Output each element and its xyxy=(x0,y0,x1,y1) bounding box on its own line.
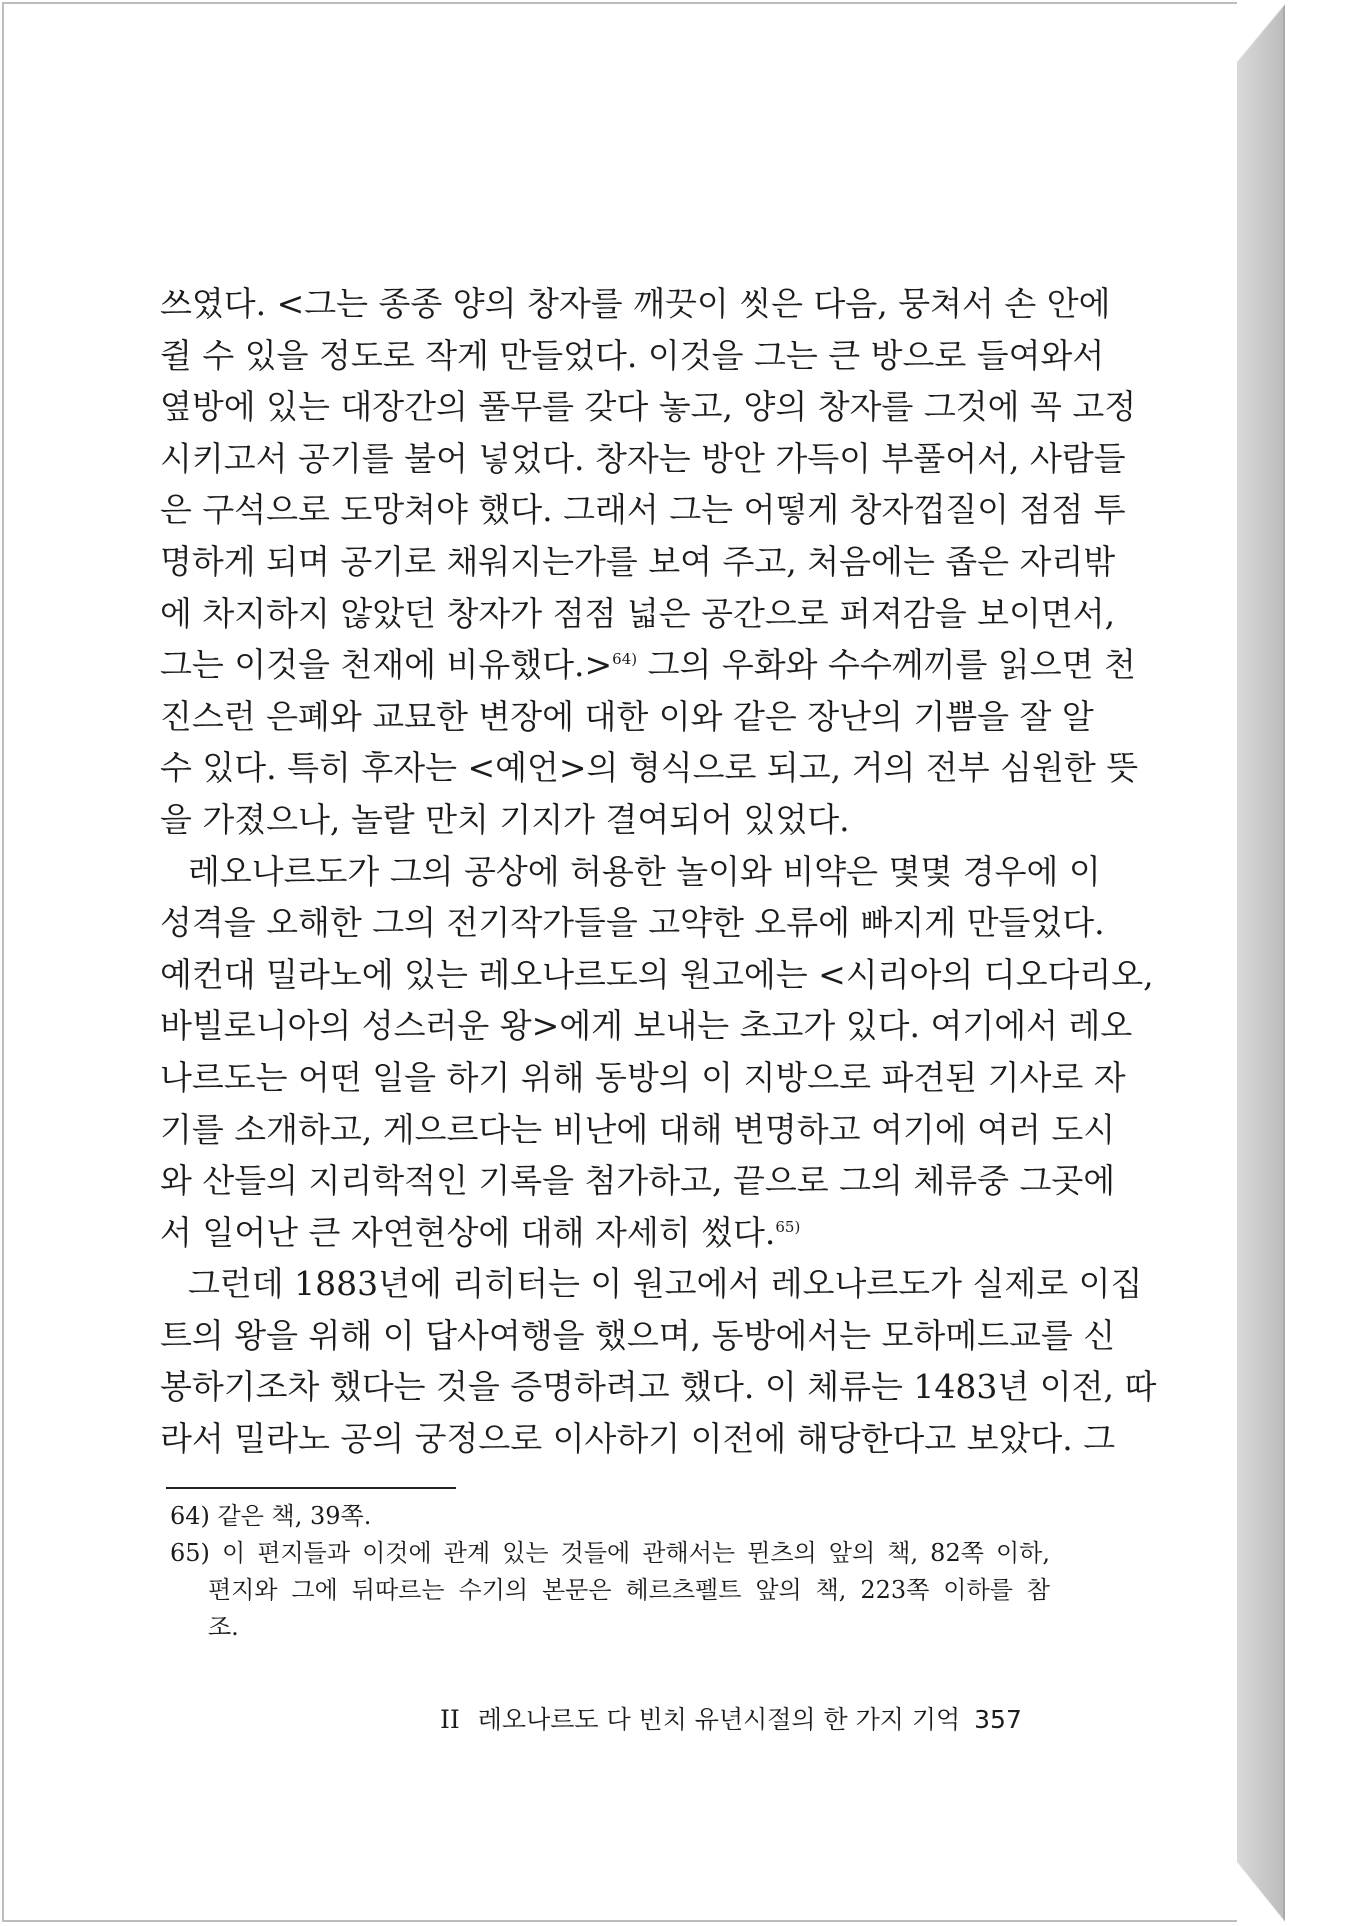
text-line: 쓰였다. <그는 종종 양의 창자를 깨끗이 씻은 다음, 뭉쳐서 손 안에 xyxy=(160,284,1111,323)
text-line xyxy=(160,639,1136,691)
footnote-divider xyxy=(166,1487,456,1489)
footnote-65-end: 조. xyxy=(208,1613,239,1641)
footnote-65-cont: 편지와 그에 뒤따르는 수기의 본문은 헤르츠펠트 앞의 책, 223쪽 이하를 참 xyxy=(208,1576,1050,1604)
text-line: 시키고서 공기를 불어 넣었다. 창자는 방안 가득이 부풀어서, 사람들 xyxy=(160,438,1126,478)
text-line: 와 산들의 지리학적인 기록을 첨가하고, 끝으로 그의 체류중 그곳에 xyxy=(160,1161,1116,1201)
text-line: 쥘 수 있을 정도로 작게 만들었다. 이것을 그는 큰 방으로 들여와서 xyxy=(160,335,1105,375)
footnote-ref-64: 64) xyxy=(612,650,638,669)
page-number: 357 xyxy=(974,1705,1022,1734)
page-stack-edge xyxy=(1237,2,1285,1922)
footnote-ref-65: 65) xyxy=(775,1217,801,1236)
text-line: 바빌로니아의 성스러운 왕>에게 보내는 초고가 있다. 여기에서 레오 xyxy=(160,1006,1133,1046)
text-line: 라서 밀라노 공의 궁정으로 이사하기 이전에 해당한다고 보았다. 그 xyxy=(160,1419,1116,1459)
part-numeral: II xyxy=(440,1705,460,1734)
text-line: 옆방에 있는 대장간의 풀무를 갖다 놓고, 양의 창자를 그것에 꼭 고정 xyxy=(160,387,1137,427)
footnote-64: 64) 같은 책, 39쪽. xyxy=(170,1502,372,1530)
text-line xyxy=(160,1207,1048,1259)
text-line: 예컨대 밀라노에 있는 레오나르도의 원고에는 <시리아의 디오다리오, xyxy=(160,954,1154,994)
text-line: 명하게 되며 공기로 채워지는가를 보여 주고, 처음에는 좁은 자리밖 xyxy=(160,541,1116,581)
running-footer xyxy=(440,1700,1022,1736)
text-fragment: 그는 이것을 천재에 비유했다.> xyxy=(160,645,613,685)
text-line: 을 가졌으나, 놀랄 만치 기지가 결여되어 있었다. xyxy=(160,799,850,839)
text-line: 은 구석으로 도망쳐야 했다. 그래서 그는 어떻게 창자껍질이 점점 투 xyxy=(160,490,1126,530)
text-fragment: 서 일어난 큰 자연현상에 대해 자세히 썼다. xyxy=(160,1212,776,1252)
chapter-title: 레오나르도 다 빈치 유년시절의 한 가지 기억 xyxy=(477,1705,961,1734)
text-line: 그런데 1883년에 리히터는 이 원고에서 레오나르도가 실제로 이집 xyxy=(188,1264,1143,1304)
text-line: 나르도는 어떤 일을 하기 위해 동방의 이 지방으로 파견된 기사로 자 xyxy=(160,1057,1126,1097)
text-line: 봉하기조차 했다는 것을 증명하려고 했다. 이 체류는 1483년 이전, 따 xyxy=(160,1367,1157,1407)
body-text xyxy=(160,278,1157,1465)
page-edge-corner-top xyxy=(1237,2,1287,62)
text-line: 에 차지하지 않았던 창자가 점점 넓은 공간으로 퍼져감을 보이면서, xyxy=(160,593,1116,633)
text-line: 레오나르도가 그의 공상에 허용한 놀이와 비약은 몇몇 경우에 이 xyxy=(188,851,1101,891)
footnotes xyxy=(170,1498,1050,1646)
text-line: 진스런 은폐와 교묘한 변장에 대한 이와 같은 장난의 기쁨을 잘 알 xyxy=(160,696,1094,736)
text-fragment: 그의 우화와 수수께끼를 읽으면 천 xyxy=(637,645,1136,685)
text-line: 트의 왕을 위해 이 답사여행을 했으며, 동방에서는 모하메드교를 신 xyxy=(160,1315,1116,1355)
text-line: 성격을 오해한 그의 전기작가들을 고약한 오류에 빠지게 만들었다. xyxy=(160,903,1105,943)
footnote-65: 65) 이 편지들과 이것에 관계 있는 것들에 관해서는 뮌츠의 앞의 책, 82쪽 이하, xyxy=(170,1539,1050,1567)
text-line: 기를 소개하고, 게으르다는 비난에 대해 변명하고 여기에 여러 도시 xyxy=(160,1109,1116,1149)
text-line: 수 있다. 특히 후자는 <예언>의 형식으로 되고, 거의 전부 심원한 뜻 xyxy=(160,748,1139,788)
page-edge-corner-bottom xyxy=(1237,1862,1287,1924)
